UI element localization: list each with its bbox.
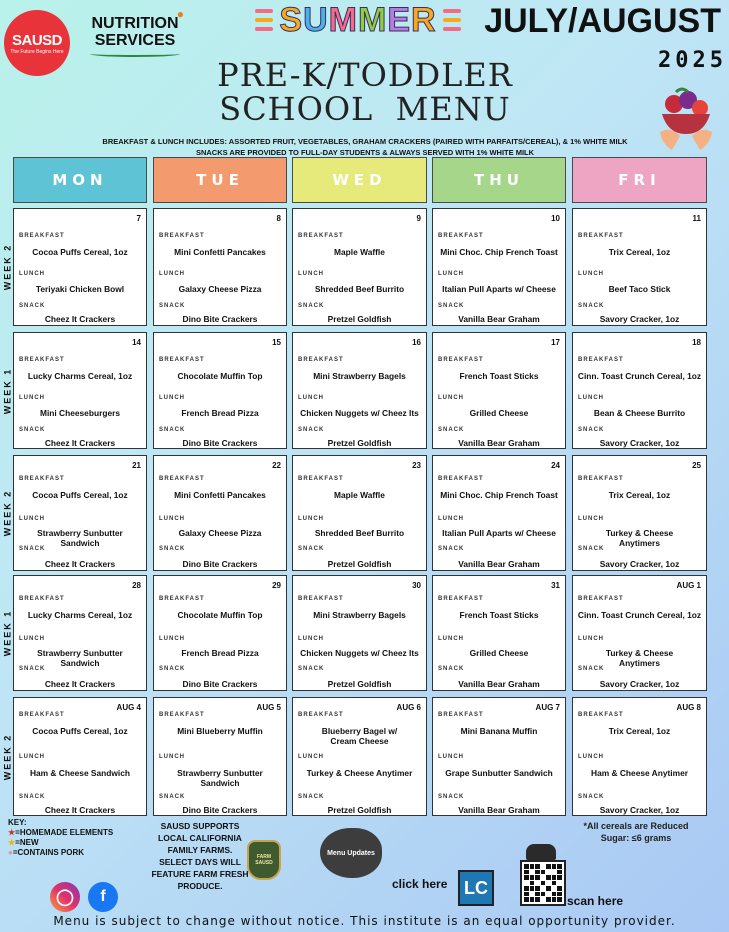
breakfast-label: BREAKFAST [19, 233, 65, 239]
day-header-thu: THU [432, 157, 566, 203]
click-here-link[interactable]: click here [392, 877, 448, 891]
lunch-item: Chicken Nuggets w/ Cheez Its [300, 648, 419, 658]
menu-day-cell [572, 697, 707, 816]
lunch-label: LUNCH [159, 636, 185, 642]
menu-day-cell [572, 332, 707, 449]
snack-item: Pretzel Goldfish [327, 559, 392, 569]
snack-label: SNACK [438, 427, 465, 433]
lunch-item: Beef Taco Stick [608, 284, 671, 294]
lunch-item: Mini Cheeseburgers [39, 408, 121, 418]
menu-day-cell [432, 455, 566, 571]
snack-item: Vanilla Bear Graham [458, 314, 540, 324]
cell-date: AUG 4 [116, 703, 141, 712]
legend-key [8, 818, 113, 858]
lunch-label: LUNCH [19, 395, 45, 401]
snack-label: SNACK [19, 794, 46, 800]
menu-day-cell [13, 575, 147, 691]
instagram-icon[interactable]: ◯ [50, 882, 80, 912]
week-label: WEEK 1 [2, 609, 13, 657]
breakfast-label: BREAKFAST [298, 712, 344, 718]
snack-label: SNACK [159, 666, 186, 672]
lunch-item: French Bread Pizza [181, 408, 259, 418]
breakfast-label: BREAKFAST [438, 357, 484, 363]
breakfast-item: Blueberry Bagel w/ Cream Cheese [321, 726, 398, 746]
lunch-label: LUNCH [298, 395, 324, 401]
snack-item: Savory Cracker, 1oz [599, 314, 680, 324]
menu-day-cell [13, 697, 147, 816]
lunch-item: Shredded Beef Burrito [314, 528, 405, 538]
lunch-label: LUNCH [19, 516, 45, 522]
menu-day-cell [292, 697, 427, 816]
breakfast-label: BREAKFAST [298, 596, 344, 602]
cell-date: 24 [551, 461, 560, 470]
breakfast-item: Mini Blueberry Muffin [177, 726, 263, 736]
snack-item: Dino Bite Crackers [182, 314, 258, 324]
cell-date: 15 [272, 338, 281, 347]
cell-date: 31 [551, 581, 560, 590]
menu-updates-button[interactable] [320, 828, 382, 878]
breakfast-label: BREAKFAST [438, 476, 484, 482]
cell-date: AUG 8 [676, 703, 701, 712]
scan-here-label: scan here [567, 894, 624, 908]
breakfast-item: Maple Waffle [334, 247, 385, 257]
menu-title [190, 58, 540, 126]
cell-date: 16 [412, 338, 421, 347]
lunch-label: LUNCH [578, 516, 604, 522]
breakfast-label: BREAKFAST [19, 712, 65, 718]
lunch-label: LUNCH [578, 271, 604, 277]
breakfast-item: Mini Confetti Pancakes [174, 247, 266, 257]
month-title: JULY/AUGUST [484, 2, 721, 40]
menu-day-cell [153, 332, 287, 449]
cell-date: 25 [692, 461, 701, 470]
includes-line1: BREAKFAST & LUNCH INCLUDES: ASSORTED FRUIT, VEGETABLES, GRAHAM CRACKERS (PAIRED WITH PARFAITS/CEREAL), & 1% WHITE MILK [102, 137, 628, 146]
snack-item: Savory Cracker, 1oz [599, 438, 680, 448]
lunch-label: LUNCH [159, 516, 185, 522]
breakfast-label: BREAKFAST [298, 233, 344, 239]
snack-item: Cheez It Crackers [44, 438, 116, 448]
cell-date: 8 [276, 214, 281, 223]
lunch-item: Ham & Cheese Anytimer [591, 768, 688, 778]
cell-date: 11 [692, 214, 701, 223]
key-pork: ●=CONTAINS PORK [8, 848, 85, 857]
lunch-item: Teriyaki Chicken Bowl [35, 284, 125, 294]
menu-day-cell [432, 332, 566, 449]
facebook-icon[interactable]: f [88, 882, 118, 912]
breakfast-item: Trix Cereal, 1oz [608, 490, 671, 500]
snack-item: Cheez It Crackers [44, 679, 116, 689]
sausd-tagline: The Future Begins Here [10, 48, 64, 55]
breakfast-item: French Toast Sticks [459, 610, 539, 620]
lunch-item: Turkey & Cheese Anytimers [605, 648, 674, 668]
swoosh-icon [90, 51, 180, 57]
breakfast-item: Cocoa Puffs Cereal, 1oz [32, 726, 128, 736]
snack-item: Pretzel Goldfish [327, 438, 392, 448]
lunch-label: LUNCH [438, 516, 464, 522]
lunch-label: LUNCH [298, 516, 324, 522]
includes-line2: SNACKS ARE PROVIDED TO FULL-DAY STUDENTS & ALWAYS SERVED WITH 1% WHITE MILK [195, 148, 535, 157]
menu-day-cell [13, 455, 147, 571]
cat-icon [526, 844, 556, 860]
cell-date: 10 [551, 214, 560, 223]
snack-label: SNACK [298, 303, 325, 309]
farms-note: SAUSD SUPPORTS LOCAL CALIFORNIA FAMILY FARMS. SELECT DAYS WILL FEATURE FARM FRESH PRODUCE. [151, 821, 249, 891]
pork-icon: ● [8, 848, 13, 857]
qr-code[interactable] [520, 860, 566, 906]
breakfast-label: BREAKFAST [298, 357, 344, 363]
lunch-item: French Bread Pizza [181, 648, 259, 658]
breakfast-label: BREAKFAST [438, 712, 484, 718]
summer-banner [258, 0, 458, 40]
breakfast-label: BREAKFAST [159, 233, 205, 239]
cell-date: AUG 6 [396, 703, 421, 712]
breakfast-label: BREAKFAST [19, 596, 65, 602]
snack-label: SNACK [298, 666, 325, 672]
snack-item: Cheez It Crackers [44, 805, 116, 815]
menu-day-cell [292, 332, 427, 449]
breakfast-item: Lucky Charms Cereal, 1oz [27, 371, 133, 381]
menu-day-cell [292, 208, 427, 326]
menu-day-cell [432, 208, 566, 326]
snack-item: Cheez It Crackers [44, 559, 116, 569]
menu-day-cell [13, 332, 147, 449]
week-label: WEEK 2 [2, 243, 13, 291]
lunch-label: LUNCH [298, 271, 324, 277]
lunch-item: Strawberry Sunbutter Sandwich [177, 768, 263, 788]
lunch-label: LUNCH [19, 271, 45, 277]
breakfast-label: BREAKFAST [578, 357, 624, 363]
breakfast-label: BREAKFAST [578, 596, 624, 602]
snack-item: Dino Bite Crackers [182, 438, 258, 448]
lunch-item: Bean & Cheese Burrito [593, 408, 686, 418]
menu-day-cell [432, 697, 566, 816]
breakfast-item: Maple Waffle [334, 490, 385, 500]
menu-day-cell [572, 208, 707, 326]
snack-item: Pretzel Goldfish [327, 314, 392, 324]
breakfast-label: BREAKFAST [438, 596, 484, 602]
snack-label: SNACK [298, 546, 325, 552]
lunch-label: LUNCH [438, 395, 464, 401]
breakfast-label: BREAKFAST [578, 476, 624, 482]
cell-date: 9 [416, 214, 421, 223]
lunch-item: Turkey & Cheese Anytimers [605, 528, 674, 548]
snack-label: SNACK [578, 427, 605, 433]
menu-day-cell [292, 455, 427, 571]
breakfast-label: BREAKFAST [159, 596, 205, 602]
menu-day-cell [572, 455, 707, 571]
snack-label: SNACK [438, 794, 465, 800]
sausd-logo-text: SAUSD [11, 31, 62, 49]
includes-note [40, 136, 690, 158]
nutrition-logo-line1: NUTRITION [91, 15, 179, 32]
snack-item: Dino Bite Crackers [182, 559, 258, 569]
snack-item: Pretzel Goldfish [327, 679, 392, 689]
snack-item: Savory Cracker, 1oz [599, 679, 680, 689]
snack-label: SNACK [19, 546, 46, 552]
lunch-item: Ham & Cheese Sandwich [29, 768, 131, 778]
lunch-label: LUNCH [19, 636, 45, 642]
snack-item: Savory Cracker, 1oz [599, 805, 680, 815]
breakfast-label: BREAKFAST [159, 357, 205, 363]
day-header-fri: FRI [572, 157, 707, 203]
breakfast-item: Mini Choc. Chip French Toast [440, 490, 558, 500]
lunch-label: LUNCH [438, 271, 464, 277]
breakfast-label: BREAKFAST [298, 476, 344, 482]
cereal-note: *All cereals are Reduced Sugar: ≤6 grams [583, 821, 689, 843]
cell-date: 7 [136, 214, 141, 223]
snack-item: Vanilla Bear Graham [458, 805, 540, 815]
breakfast-item: Trix Cereal, 1oz [608, 247, 671, 257]
lunch-label: LUNCH [578, 395, 604, 401]
menu-title-line1: PRE-K/TODDLER [217, 56, 513, 94]
day-header-wed: WED [292, 157, 427, 203]
snack-item: Dino Bite Crackers [182, 679, 258, 689]
cell-date: 21 [132, 461, 141, 470]
breakfast-item: Lucky Charms Cereal, 1oz [27, 610, 133, 620]
snack-label: SNACK [19, 427, 46, 433]
lc-app-icon[interactable]: LC [458, 870, 494, 906]
snack-item: Savory Cracker, 1oz [599, 559, 680, 569]
cell-date: 14 [132, 338, 141, 347]
snack-label: SNACK [438, 303, 465, 309]
menu-day-cell [13, 208, 147, 326]
snack-item: Vanilla Bear Graham [458, 559, 540, 569]
menu-day-cell [153, 575, 287, 691]
breakfast-label: BREAKFAST [578, 712, 624, 718]
cell-date: 29 [272, 581, 281, 590]
menu-day-cell [432, 575, 566, 691]
homemade-icon: ★ [8, 828, 16, 837]
menu-title-line2: SCHOOL MENU [219, 90, 511, 128]
lunch-item: Galaxy Cheese Pizza [178, 284, 262, 294]
summer-word: SUMMER [279, 0, 437, 39]
lunch-item: Italian Pull Aparts w/ Cheese [442, 284, 556, 294]
snack-label: SNACK [298, 427, 325, 433]
key-title: KEY: [8, 818, 27, 827]
sun-rays-left-icon [255, 9, 273, 31]
lunch-label: LUNCH [438, 636, 464, 642]
breakfast-item: Cocoa Puffs Cereal, 1oz [32, 490, 128, 500]
breakfast-label: BREAKFAST [159, 476, 205, 482]
lunch-label: LUNCH [578, 636, 604, 642]
key-homemade: ★=HOMEMADE ELEMENTS [8, 828, 114, 837]
leaf-icon: ● [176, 7, 184, 21]
lunch-label: LUNCH [578, 754, 604, 760]
year-title: 2025 [658, 48, 727, 73]
breakfast-item: Cocoa Puffs Cereal, 1oz [32, 247, 128, 257]
breakfast-item: French Toast Sticks [459, 371, 539, 381]
breakfast-item: Cinn. Toast Crunch Cereal, 1oz [577, 610, 702, 620]
snack-label: SNACK [19, 303, 46, 309]
nutrition-services-logo [80, 7, 190, 57]
cell-date: 18 [692, 338, 701, 347]
footer-disclaimer: Menu is subject to change without notice. This institute is an equal opportunity provider. [53, 914, 676, 928]
lunch-item: Chicken Nuggets w/ Cheez Its [300, 408, 419, 418]
lunch-item: Shredded Beef Burrito [314, 284, 405, 294]
breakfast-item: Chocolate Muffin Top [177, 371, 263, 381]
breakfast-label: BREAKFAST [578, 233, 624, 239]
breakfast-item: Mini Strawberry Bagels [313, 610, 406, 620]
cell-date: 17 [551, 338, 560, 347]
breakfast-item: Trix Cereal, 1oz [608, 726, 671, 736]
breakfast-item: Cinn. Toast Crunch Cereal, 1oz [577, 371, 702, 381]
snack-item: Dino Bite Crackers [182, 805, 258, 815]
lunch-item: Italian Pull Aparts w/ Cheese [442, 528, 556, 538]
menu-day-cell [153, 455, 287, 571]
day-header-mon: MON [13, 157, 147, 203]
snack-item: Cheez It Crackers [44, 314, 116, 324]
snack-label: SNACK [578, 794, 605, 800]
lunch-item: Turkey & Cheese Anytimer [306, 768, 413, 778]
lunch-label: LUNCH [298, 754, 324, 760]
menu-day-cell [292, 575, 427, 691]
breakfast-item: Mini Strawberry Bagels [313, 371, 406, 381]
week-label: WEEK 2 [2, 489, 13, 537]
snack-label: SNACK [159, 546, 186, 552]
breakfast-label: BREAKFAST [19, 476, 65, 482]
cell-date: 30 [412, 581, 421, 590]
sausd-logo [4, 10, 70, 76]
breakfast-item: Chocolate Muffin Top [177, 610, 263, 620]
breakfast-label: BREAKFAST [159, 712, 205, 718]
snack-label: SNACK [578, 546, 605, 552]
day-header-tue: TUE [153, 157, 287, 203]
snack-label: SNACK [19, 666, 46, 672]
cell-date: 22 [272, 461, 281, 470]
snack-label: SNACK [438, 546, 465, 552]
cell-date: AUG 1 [676, 581, 701, 590]
breakfast-item: Mini Banana Muffin [460, 726, 538, 736]
week-label: WEEK 2 [2, 733, 13, 780]
cell-date: 23 [412, 461, 421, 470]
lunch-label: LUNCH [159, 754, 185, 760]
lunch-item: Grilled Cheese [469, 648, 529, 658]
snack-item: Vanilla Bear Graham [458, 438, 540, 448]
nutrition-logo-line2: SERVICES [94, 32, 176, 49]
lunch-label: LUNCH [159, 271, 185, 277]
lunch-label: LUNCH [19, 754, 45, 760]
snack-item: Vanilla Bear Graham [458, 679, 540, 689]
snack-label: SNACK [298, 794, 325, 800]
cell-date: 28 [132, 581, 141, 590]
snack-label: SNACK [438, 666, 465, 672]
lunch-label: LUNCH [298, 636, 324, 642]
week-label: WEEK 1 [2, 367, 13, 414]
lunch-item: Grape Sunbutter Sandwich [445, 768, 553, 778]
key-new: ★=NEW [8, 838, 39, 847]
lunch-item: Strawberry Sunbutter Sandwich [37, 648, 123, 668]
snack-label: SNACK [578, 303, 605, 309]
new-icon: ★ [8, 838, 16, 847]
snack-label: SNACK [159, 794, 186, 800]
menu-updates-label: Menu Updates [327, 849, 375, 857]
breakfast-label: BREAKFAST [19, 357, 65, 363]
lunch-label: LUNCH [438, 754, 464, 760]
menu-day-cell [572, 575, 707, 691]
cell-date: AUG 7 [535, 703, 560, 712]
farm-sausd-badge: FARM SAUSD [247, 840, 281, 880]
snack-label: SNACK [159, 427, 186, 433]
menu-day-cell [153, 697, 287, 816]
cell-date: AUG 5 [256, 703, 281, 712]
lunch-item: Galaxy Cheese Pizza [178, 528, 262, 538]
menu-day-cell [153, 208, 287, 326]
snack-item: Pretzel Goldfish [327, 805, 392, 815]
lunch-label: LUNCH [159, 395, 185, 401]
sun-rays-right-icon [443, 9, 461, 31]
snack-label: SNACK [578, 666, 605, 672]
breakfast-item: Mini Choc. Chip French Toast [440, 247, 558, 257]
lunch-item: Strawberry Sunbutter Sandwich [37, 528, 123, 548]
lunch-item: Grilled Cheese [469, 408, 529, 418]
breakfast-item: Mini Confetti Pancakes [174, 490, 266, 500]
snack-label: SNACK [159, 303, 186, 309]
breakfast-label: BREAKFAST [438, 233, 484, 239]
